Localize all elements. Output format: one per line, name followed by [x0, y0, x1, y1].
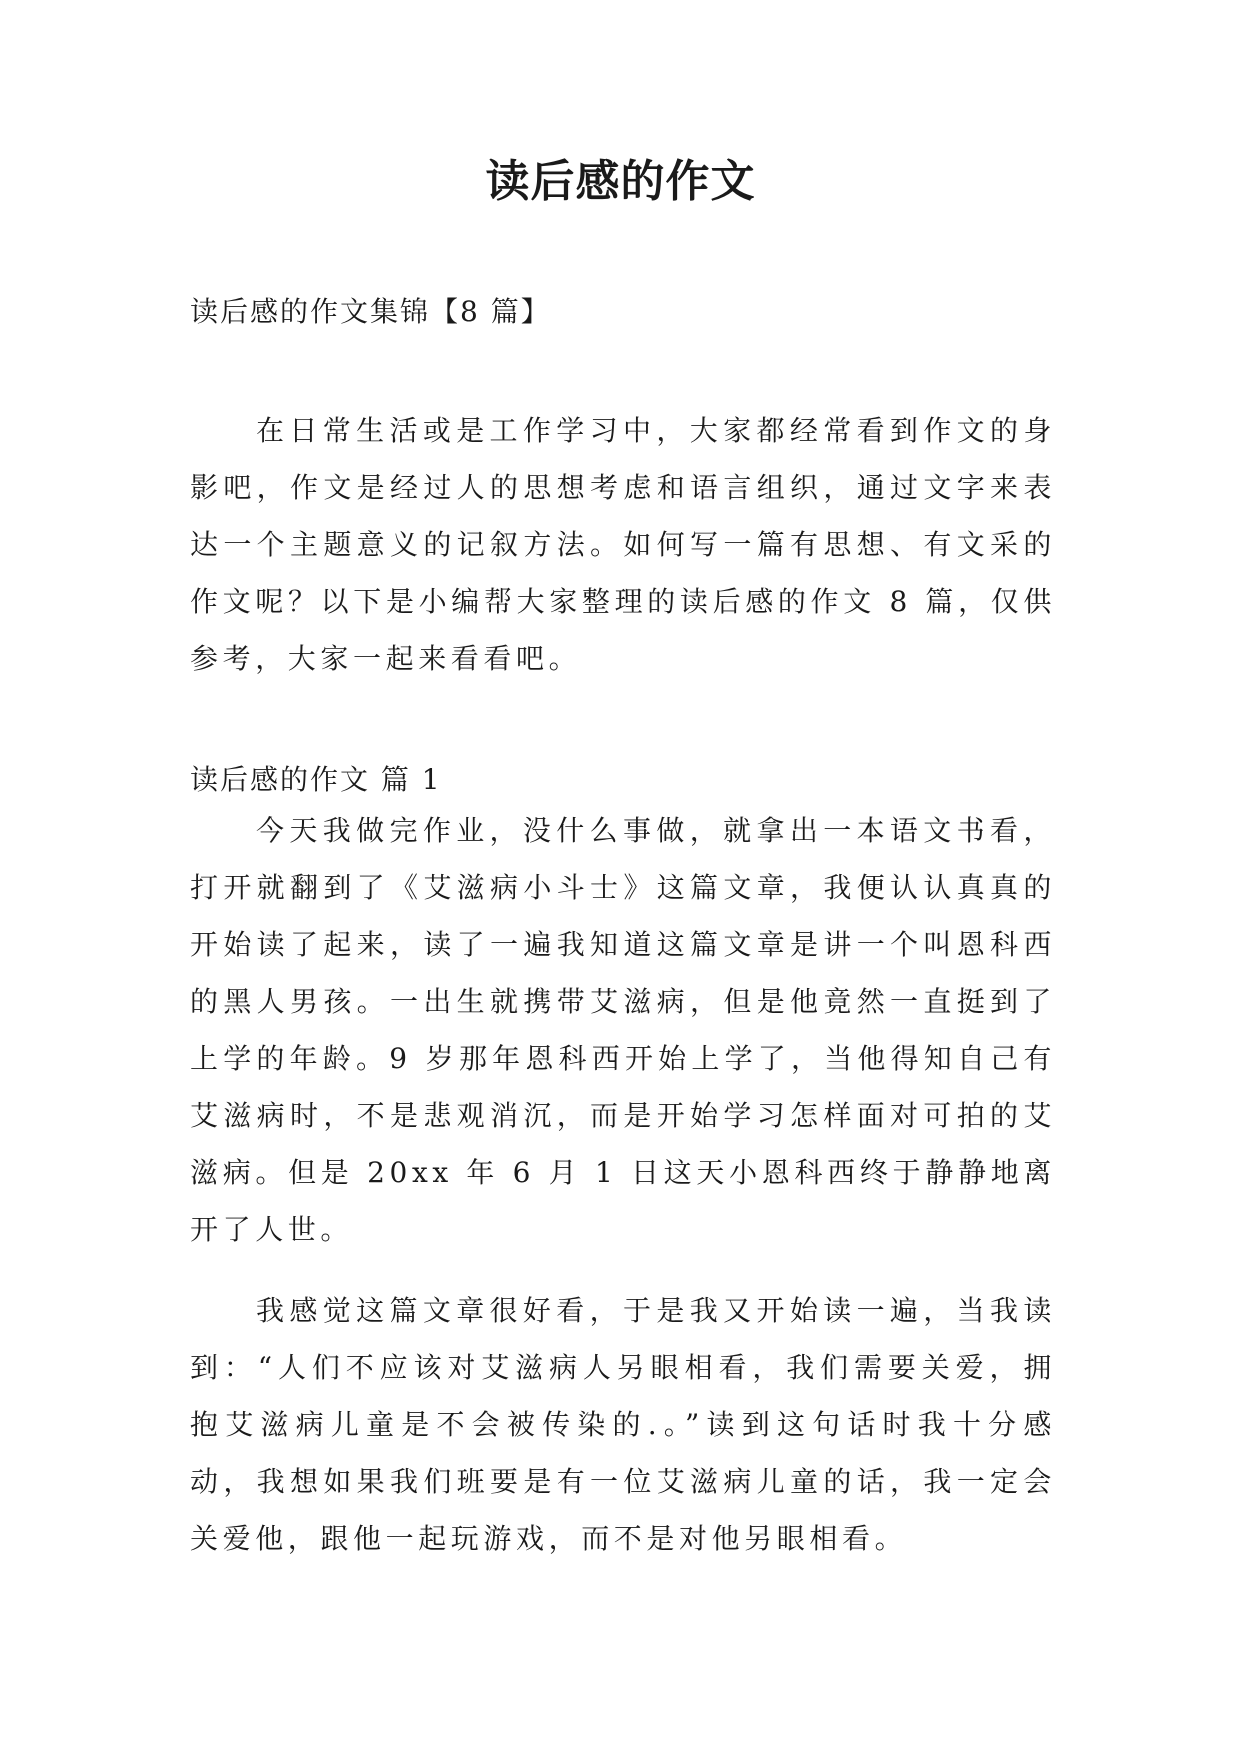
document-title: 读后感的作文 — [485, 156, 756, 207]
document-subtitle: 读后感的作文集锦【8 篇】 — [190, 295, 551, 328]
intro-paragraph: 在日常生活或是工作学习中，大家都经常看到作文的身影吧，作文是经过人的思想考虑和语言组织，通过文字来表达一个主题意义的记叙方法。如何写一篇有思想、有文采的作文呢？以下是小编帮大家整理的读后感的作文 8 篇，仅供参考，大家一起来看看吧。 — [190, 414, 1056, 675]
body-paragraph: 今天我做完作业，没什么事做，就拿出一本语文书看，打开就翻到了《艾滋病小斗士》这篇文章，我便认认真真的开始读了起来，读了一遍我知道这篇文章是讲一个叫恩科西的黑人男孩。一出生就携带艾滋病，但是他竟然一直挺到了上学的年龄。9 岁那年恩科西开始上学了，当他得知自己有艾滋病时，不是悲观消沉，而是开始学习怎样面对可拍的艾滋病。但是 20xx 年 6 月 1 日这天小恩科西终于静静地离开了人世。 — [190, 814, 1056, 1246]
body-paragraph: 我感觉这篇文章很好看，于是我又开始读一遍，当我读到：“人们不应该对艾滋病人另眼相看，我们需要关爱，拥抱艾滋病儿童是不会被传染的.。”读到这句话时我十分感动，我想如果我们班要是有一位艾滋病儿童的话，我一定会关爱他，跟他一起玩游戏，而不是对他另眼相看。 — [190, 1294, 1056, 1555]
section-heading: 读后感的作文 篇 1 — [190, 763, 442, 796]
